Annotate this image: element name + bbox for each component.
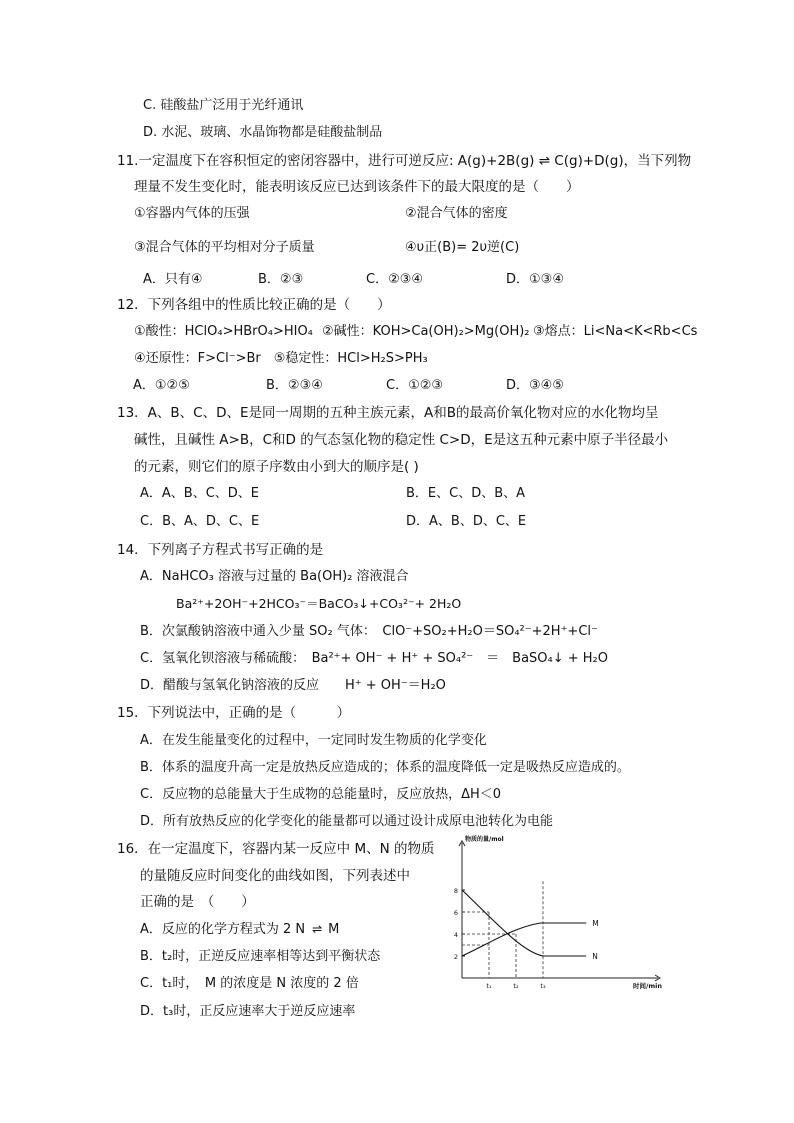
q12-row2: ④还原性：F>Cl⁻>Br ⑤稳定性：HCl>H₂S>PH₃ — [134, 351, 428, 366]
q11-option-b: B．②③ — [258, 272, 304, 287]
q12-option-a: A．①②⑤ — [133, 378, 190, 393]
series-label-N: N — [592, 952, 598, 961]
q13-line3: 的元素，则它们的原子序数由小到大的顺序是( ) — [134, 459, 419, 475]
x-tick-label: t₁ — [486, 982, 492, 990]
graph-curves — [462, 890, 586, 956]
q15-stem: 15．下列说法中，正确的是（ ） — [117, 705, 351, 721]
x-tick-label: t₃ — [540, 982, 546, 990]
x-tick-label: t₂ — [513, 982, 519, 990]
q13-option-d: D．A、B、D、C、E — [406, 514, 527, 529]
q16-option-b: B．t₂时，正逆反应速率相等达到平衡状态 — [140, 949, 381, 964]
y-axis-label: 物质的量/mol — [465, 836, 504, 843]
q16-graph — [450, 835, 672, 993]
q15-option-b: B．体系的温度升高一定是放热反应造成的；体系的温度降低一定是吸热反应造成的。 — [140, 760, 630, 775]
q11-line1: 11.一定温度下在容积恒定的密闭容器中，进行可逆反应: A(g)+2B(g) ⇌ C(g)+D(g)，当下列物 — [117, 153, 692, 169]
q11-item2: ②混合气体的密度 — [405, 206, 508, 221]
q10-option-c: C. 硅酸盐广泛用于光纤通讯 — [143, 98, 304, 113]
q14-option-d: D．醋酸与氢氧化钠溶液的反应 H⁺ + OH⁻＝H₂O — [140, 678, 446, 693]
q16-option-d: D．t₃时，正反应速率大于逆反应速率 — [140, 1004, 356, 1019]
q16-option-c: C．t₁时， M 的浓度是 N 浓度的 2 倍 — [140, 976, 359, 991]
y-tick-label: 4 — [453, 931, 458, 939]
q11-option-d: D．①③④ — [506, 272, 564, 287]
y-tick-label: 2 — [453, 953, 458, 961]
q12-item2: ②碱性：KOH>Ca(OH)₂>Mg(OH)₂ — [322, 324, 530, 339]
q14-option-a-equation: Ba²⁺+2OH⁻+2HCO₃⁻＝BaCO₃↓+CO₃²⁻+ 2H₂O — [176, 596, 462, 611]
q14-option-c: C．氢氧化钡溶液与稀硫酸： Ba²⁺+ OH⁻ + H⁺ + SO₄²⁻ ＝ BaSO₄↓ + H₂O — [140, 651, 609, 666]
q10-option-d: D. 水泥、玻璃、水晶饰物都是硅酸盐制品 — [143, 125, 383, 140]
series-M-curve — [462, 923, 586, 956]
q14-stem: 14．下列离子方程式书写正确的是 — [117, 542, 324, 558]
q11-option-c: C．②③④ — [366, 272, 424, 287]
series-label-M: M — [592, 919, 599, 928]
q14-option-b: B．次氯酸钠溶液中通入少量 SO₂ 气体： ClO⁻+SO₂+H₂O＝SO₄²⁻+2H⁺+Cl⁻ — [140, 624, 598, 639]
equilibrium-arrow-icon: ⇌ — [309, 922, 324, 936]
q12-option-b: B．②③④ — [266, 378, 323, 393]
q13-option-c: C．B、A、D、C、E — [140, 514, 260, 529]
q12-item1: ①酸性：HClO₄>HBrO₄>HIO₄ — [134, 324, 313, 339]
q11-item1: ①容器内气体的压强 — [134, 206, 250, 221]
q15-option-c: C．反应物的总能量大于生成物的总能量时，反应放热，ΔH＜0 — [140, 787, 502, 802]
q11-option-a: A．只有④ — [143, 272, 203, 287]
q11-item3: ③混合气体的平均相对分子质量 — [134, 240, 315, 255]
q11-item4: ④υ正(B)= 2υ逆(C) — [405, 240, 520, 255]
q16-option-a-text: A．反应的化学方程式为 2 N — [140, 922, 306, 937]
q15-option-a: A．在发生能量变化的过程中，一定同时发生物质的化学变化 — [140, 733, 487, 748]
q16-line3: 正确的是 （ ） — [140, 894, 255, 910]
q13-line1: 13．A、B、C、D、E是同一周期的五种主族元素，A和B的最高价氧化物对应的水化物均呈 — [117, 405, 659, 421]
q12-option-c: C．①②③ — [386, 378, 444, 393]
q13-option-b: B．E、C、D、B、A — [406, 486, 526, 501]
q13-option-a: A．A、B、C、D、E — [140, 486, 260, 501]
q12-stem: 12．下列各组中的性质比较正确的是（ ） — [117, 297, 391, 313]
y-tick-label: 8 — [453, 887, 458, 895]
q14-option-a: A．NaHCO₃ 溶液与过量的 Ba(OH)₂ 溶液混合 — [140, 569, 409, 584]
x-axis-label: 时间/min — [632, 982, 662, 990]
q16-option-a-product: M — [328, 922, 340, 937]
q16-line1: 16．在一定温度下，容器内某一反应中 M、N 的物质 — [117, 841, 435, 857]
q16-option-a — [140, 919, 339, 940]
q16-line2: 的量随反应时间变化的曲线如图，下列表述中 — [140, 868, 410, 884]
y-tick-label: 6 — [453, 909, 458, 917]
q15-option-d: D．所有放热反应的化学变化的能量都可以通过设计成原电池转化为电能 — [140, 814, 554, 829]
q13-line2: 碱性，且碱性 A>B，C和D 的气态氢化物的稳定性 C>D，E是这五种元素中原子半径最小 — [134, 432, 669, 448]
q12-option-d: D．③④⑤ — [506, 378, 564, 393]
q11-line2: 理量不发生变化时，能表明该反应已达到该条件下的最大限度的是（ ） — [134, 179, 580, 195]
q12-item3: ③熔点：Li<Na<K<Rb<Cs — [533, 324, 698, 339]
